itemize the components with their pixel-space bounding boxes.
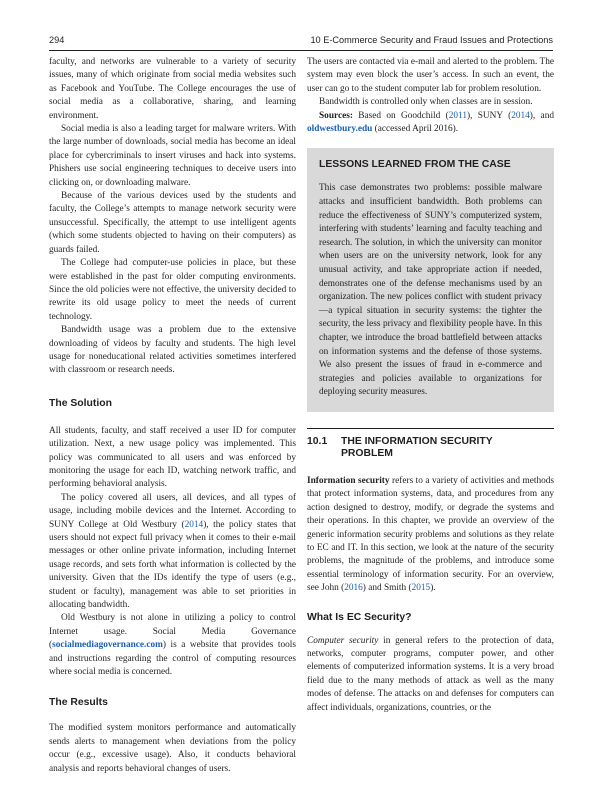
- left-column: [49, 56, 296, 776]
- paragraph: Social media is also a leading target for malware writers. With the large number of downloads, social media has become an ideal place for cybercriminals to insert viruses and hack into systems. Phishers use social engineering techniques to deceive users into clicking on, or downloading malware.: [49, 124, 296, 188]
- running-head: 10 E-Commerce Security and Fraud Issues and Protections: [310, 35, 553, 45]
- right-column: [307, 56, 554, 715]
- paragraph: The modified system monitors performance and automatically sends alerts to management when deviations from the policy occur (e.g., excessive usage). Also, it conducts behavioral analysis and reports behavioral changes of users.: [49, 723, 296, 774]
- chapter-section-heading: [307, 436, 554, 461]
- citation-link[interactable]: 2011: [448, 110, 467, 121]
- term-computer-security: Computer security: [307, 635, 379, 646]
- section-title: THE INFORMATION SECURITY PROBLEM: [341, 435, 493, 460]
- lessons-learned-text: This case demonstrates two problems: possible malware attacks and insufficient bandwidth. Both problems can reduce the effectiveness of SUNY’s computerized system, interfering with students’ learning and faculty teaching and research. The solution, in which the university can monitor when users are on the university network, look for any unusual activity, and take appropriate action if needed, demonstrates one of the defense mechanisms used by an organization. The new polices conflict with student privacy—a typical situation in security systems: the tighter the security, the less privacy and flexibility people have. In this chapter, we introduce the broad battlefield between attacks on information systems and the defense of those systems. We also present the issues of fraud in e-commerce and strategies and policies available to organizations for deploying security measures.: [319, 183, 542, 398]
- section-heading-ec-security: What Is EC Security?: [307, 611, 412, 623]
- paragraph: Old Westbury is not alone in utilizing a policy to control Internet usage. Social Media Governance (socialmediagovernance.com) is a website that provides tools and instructions regarding the control of computing resources where social media is concerned.: [49, 613, 296, 678]
- term-information-security: Information security: [307, 475, 390, 486]
- paragraph: Bandwidth usage was a problem due to the extensive downloading of videos by faculty and students. The high level usage for noneducational related activities sometimes interfered with classroom or research needs.: [49, 325, 296, 376]
- section-heading-results: The Results: [49, 697, 108, 709]
- citation-link[interactable]: 2016: [344, 583, 363, 594]
- paragraph: The policy covered all users, all devices, and all types of usage, including mobile devices and the Internet. According to SUNY College at Old Westbury (2014), the policy states that users should not expect full privacy when it comes to their e-mail messages or other online private information, including Internet usage records, and sets forth what information is collected by the university. Given that the IDs identify the type of users (e.g., student or faculty), management was able to set priorities in allocating bandwidth.: [49, 492, 296, 611]
- citation-link[interactable]: 2014: [184, 519, 204, 530]
- socialmediagovernance-link[interactable]: socialmediagovernance.com: [52, 640, 163, 651]
- section-heading-solution: The Solution: [49, 397, 112, 409]
- citation-link[interactable]: 2014: [511, 110, 530, 121]
- paragraph: faculty, and networks are vulnerable to a variety of security issues, many of which originate from social media websites such as Facebook and YouTube. The College encourages the use of social media as a collaborative, sharing, and learning environment.: [49, 57, 296, 121]
- section-number: 10.1: [307, 435, 328, 447]
- paragraph: The users are contacted via e-mail and alerted to the problem. The system may even block the user’s access. In such an event, the user can go to the student computer lab for problem resolution.: [307, 57, 554, 94]
- paragraph: Because of the various devices used by the students and faculty, the College’s attempts to manage network security were unsuccessful. Specifically, the attempt to use intelligent agents (which some students objected to having on their computers) as guards failed.: [49, 191, 296, 255]
- lessons-learned-box: [307, 148, 554, 412]
- header-rule: [49, 50, 553, 51]
- paragraph: Bandwidth is controlled only when classes are in session.: [319, 97, 533, 108]
- section-rule: [307, 428, 554, 429]
- citation-link[interactable]: 2015: [411, 583, 431, 594]
- page-number: 294: [49, 35, 65, 45]
- paragraph: Information security refers to a variety of activities and methods that protect information systems, data, and procedures from any action designed to destroy, modify, or degrade the systems and their operations. In this chapter, we provide an overview of the generic information security problems and solutions as they relate to EC and IT. In this section, we look at the nature of the security problems, the magnitude of the problems, and introduce some essential terminology of information security. For an overview, see John (2016) and Smith (2015).: [307, 475, 555, 594]
- paragraph: All students, faculty, and staff received a user ID for computer utilization. Next, a new usage policy was implemented. This policy was communicated to all users and was enforced by monitoring the usage for each ID, watching network traffic, and performing behavioral analysis.: [49, 425, 296, 490]
- lessons-learned-title: LESSONS LEARNED FROM THE CASE: [319, 159, 511, 171]
- paragraph: The College had computer-use policies in place, but these were established in the past for older computing environments. Since the old policies were not effective, the university decided to rewrite its old usage policy to meet the needs of current technology.: [49, 258, 296, 322]
- paragraph: Computer security in general refers to the protection of data, networks, computer programs, computer power, and other elements of computerized information systems. It is a very broad field due to the many methods of attack as well as the many modes of defense. The attacks on and defenses for computers can affect individuals, organizations, countries, or the: [307, 635, 554, 713]
- oldwestbury-link[interactable]: oldwestbury.edu: [307, 124, 373, 135]
- sources-paragraph: Sources: Based on Goodchild (2011), SUNY (2014), and oldwestbury.edu (accessed April 2016).: [307, 110, 554, 135]
